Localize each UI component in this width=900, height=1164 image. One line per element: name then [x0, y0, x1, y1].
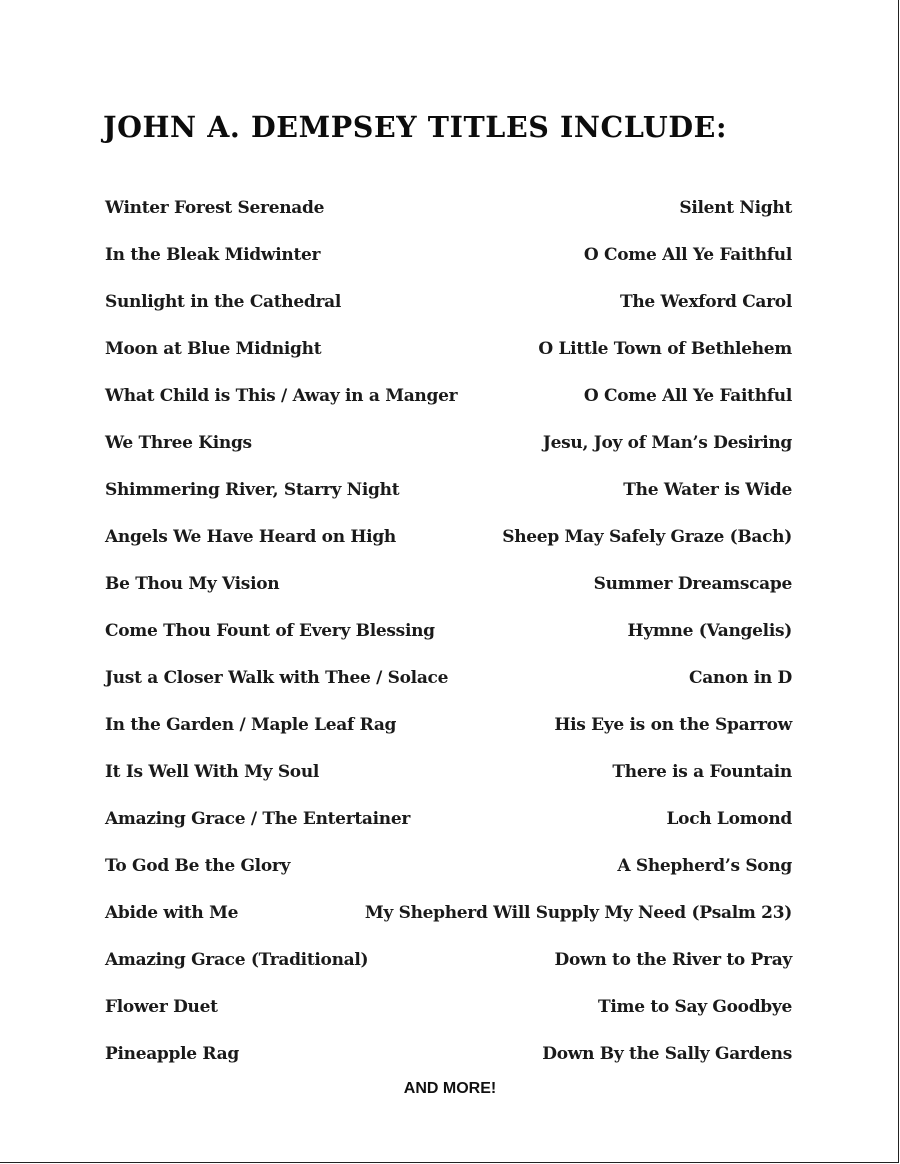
title-row [105, 843, 792, 890]
title-right: My Shepherd Will Supply My Need (Psalm 23) [364, 903, 792, 924]
page-title: JOHN A. DEMPSEY TITLES INCLUDE: [103, 110, 728, 144]
title-left: Be Thou My Vision [105, 573, 280, 594]
title-right: Down to the River to Pray [554, 950, 792, 971]
title-row [105, 325, 792, 372]
title-left: What Child is This / Away in a Manger [105, 385, 458, 406]
title-row [105, 796, 792, 843]
title-row [105, 749, 792, 796]
title-row [105, 513, 792, 560]
title-right: A Shepherd’s Song [617, 856, 792, 877]
title-right: Jesu, Joy of Man’s Desiring [542, 432, 792, 453]
and-more-footer: AND MORE! [403, 1080, 497, 1097]
title-right: Canon in D [688, 667, 792, 688]
title-left: Just a Closer Walk with Thee / Solace [105, 667, 449, 688]
title-left: Sunlight in the Cathedral [105, 291, 342, 312]
title-left: Amazing Grace (Traditional) [105, 950, 369, 971]
title-row [105, 419, 792, 466]
title-row [105, 654, 792, 701]
title-left: We Three Kings [105, 432, 252, 453]
title-right: Down By the Sally Gardens [542, 1044, 792, 1065]
title-right: The Water is Wide [623, 479, 792, 500]
title-row [105, 607, 792, 654]
title-right: O Come All Ye Faithful [583, 244, 792, 265]
title-right: O Little Town of Bethlehem [538, 338, 792, 359]
title-row [105, 184, 792, 231]
title-right: Time to Say Goodbye [598, 997, 792, 1018]
title-left: Flower Duet [105, 997, 218, 1018]
title-left: Come Thou Fount of Every Blessing [105, 620, 435, 641]
title-right: Loch Lomond [666, 809, 792, 830]
title-left: Abide with Me [105, 903, 239, 924]
title-left: Shimmering River, Starry Night [105, 479, 400, 500]
title-right: His Eye is on the Sparrow [554, 715, 792, 736]
title-right: Sheep May Safely Graze (Bach) [502, 526, 792, 547]
title-left: Pineapple Rag [105, 1044, 239, 1065]
title-right: Summer Dreamscape [593, 573, 792, 594]
title-left: It Is Well With My Soul [105, 762, 320, 783]
title-left: Amazing Grace / The Entertainer [105, 809, 411, 830]
title-row [105, 937, 792, 984]
title-left: Moon at Blue Midnight [105, 338, 322, 359]
title-row [105, 702, 792, 749]
title-row [105, 890, 792, 937]
title-row [105, 466, 792, 513]
title-left: In the Bleak Midwinter [105, 244, 321, 265]
title-left: In the Garden / Maple Leaf Rag [105, 715, 397, 736]
title-right: There is a Fountain [612, 762, 792, 783]
titles-list [105, 184, 792, 1078]
title-row [105, 984, 792, 1031]
title-left: Winter Forest Serenade [105, 197, 325, 218]
title-row [105, 372, 792, 419]
title-right: O Come All Ye Faithful [583, 385, 792, 406]
title-row [105, 231, 792, 278]
title-row [105, 278, 792, 325]
title-right: The Wexford Carol [619, 291, 792, 312]
title-right: Silent Night [679, 197, 792, 218]
title-right: Hymne (Vangelis) [627, 620, 792, 641]
title-left: To God Be the Glory [105, 856, 291, 877]
title-left: Angels We Have Heard on High [105, 526, 396, 547]
title-row [105, 560, 792, 607]
title-row [105, 1031, 792, 1078]
